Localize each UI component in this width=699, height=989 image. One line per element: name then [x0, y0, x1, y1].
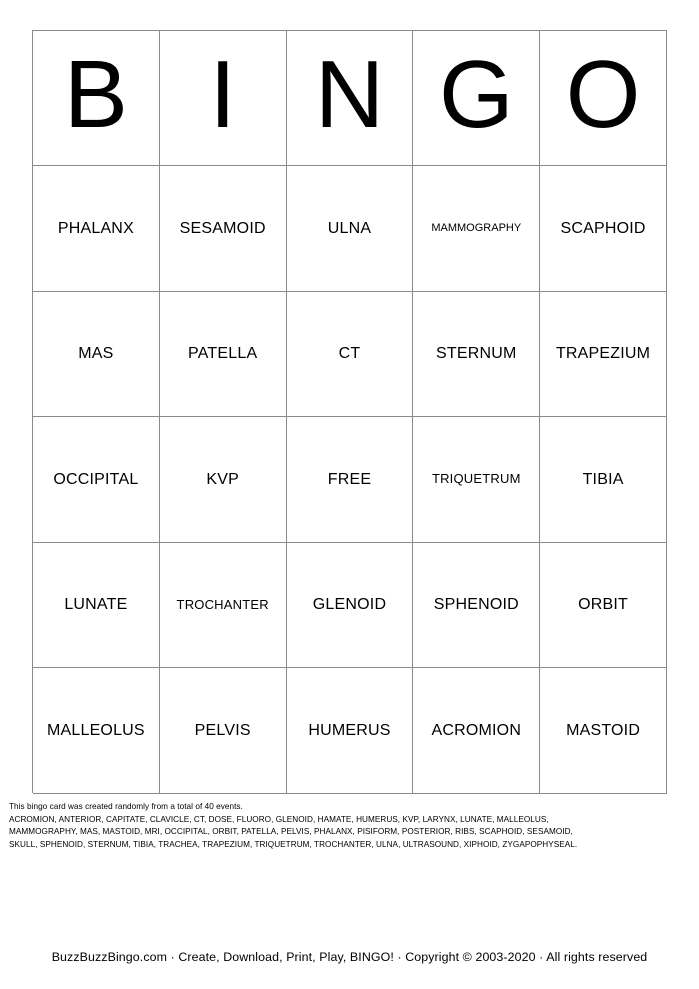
- bingo-cell-r4c2[interactable]: TROCHANTER: [160, 543, 287, 669]
- bingo-cell-r2c2[interactable]: PATELLA: [160, 292, 287, 418]
- page-footer: BuzzBuzzBingo.com · Create, Download, Print, Play, BINGO! · Copyright © 2003-2020 · All rights reserved: [51, 950, 648, 964]
- bingo-header-letter-b: B: [33, 31, 160, 166]
- footnote-line-1: This bingo card was created randomly from a total of 40 events.: [9, 802, 243, 811]
- bingo-row-1: [33, 166, 667, 292]
- bingo-cell-r2c3[interactable]: CT: [287, 292, 414, 418]
- bingo-cell-r3c1[interactable]: OCCIPITAL: [33, 417, 160, 543]
- bingo-header-letter-g: G: [413, 31, 540, 166]
- bingo-cell-free-space[interactable]: FREE: [287, 417, 414, 543]
- bingo-cell-r5c3[interactable]: HUMERUS: [287, 668, 414, 794]
- footnote-line-4: SKULL, SPHENOID, STERNUM, TIBIA, TRACHEA, TRAPEZIUM, TRIQUETRUM, TROCHANTER, ULNA, ULTRASOUND, XIPHOID, ZYGAPOPHYSEAL.: [9, 839, 578, 849]
- bingo-cell-r2c1[interactable]: MAS: [33, 292, 160, 418]
- footnote-block: [9, 801, 691, 851]
- bingo-cell-r5c1[interactable]: MALLEOLUS: [33, 668, 160, 794]
- bingo-cell-r1c4[interactable]: MAMMOGRAPHY: [413, 166, 540, 292]
- footnote-line-3: MAMMOGRAPHY, MAS, MASTOID, MRI, OCCIPITAL, ORBIT, PATELLA, PELVIS, PHALANX, PISIFORM, POSTERIOR, RIBS, SCAPHOID, SESAMOID,: [9, 827, 573, 837]
- bingo-cell-r1c2[interactable]: SESAMOID: [160, 166, 287, 292]
- bingo-cell-r5c2[interactable]: PELVIS: [160, 668, 287, 794]
- bingo-row-2: [33, 292, 667, 418]
- bingo-cell-r2c5[interactable]: TRAPEZIUM: [540, 292, 667, 418]
- bingo-cell-r1c5[interactable]: SCAPHOID: [540, 166, 667, 292]
- bingo-cell-r3c5[interactable]: TIBIA: [540, 417, 667, 543]
- bingo-cell-r5c4[interactable]: ACROMION: [413, 668, 540, 794]
- bingo-header-letter-n: N: [287, 31, 414, 166]
- bingo-header-row: [33, 31, 667, 166]
- bingo-cell-r3c2[interactable]: KVP: [160, 417, 287, 543]
- bingo-cell-r1c3[interactable]: ULNA: [287, 166, 414, 292]
- bingo-cell-r5c5[interactable]: MASTOID: [540, 668, 667, 794]
- bingo-cell-r2c4[interactable]: STERNUM: [413, 292, 540, 418]
- bingo-cell-r4c4[interactable]: SPHENOID: [413, 543, 540, 669]
- bingo-header-letter-i: I: [160, 31, 287, 166]
- footnote-line-2: ACROMION, ANTERIOR, CAPITATE, CLAVICLE, CT, DOSE, FLUORO, GLENOID, HAMATE, HUMERUS, KVP, LARYNX, LUNATE, MALLEOLUS,: [9, 814, 549, 824]
- bingo-card: [32, 30, 667, 793]
- bingo-cell-r4c5[interactable]: ORBIT: [540, 543, 667, 669]
- bingo-cell-r3c4[interactable]: TRIQUETRUM: [413, 417, 540, 543]
- bingo-row-5: [33, 668, 667, 794]
- bingo-cell-r1c1[interactable]: PHALANX: [33, 166, 160, 292]
- bingo-cell-r4c3[interactable]: GLENOID: [287, 543, 414, 669]
- bingo-cell-r4c1[interactable]: LUNATE: [33, 543, 160, 669]
- bingo-header-letter-o: O: [540, 31, 667, 166]
- bingo-row-4: [33, 543, 667, 669]
- bingo-row-3: [33, 417, 667, 543]
